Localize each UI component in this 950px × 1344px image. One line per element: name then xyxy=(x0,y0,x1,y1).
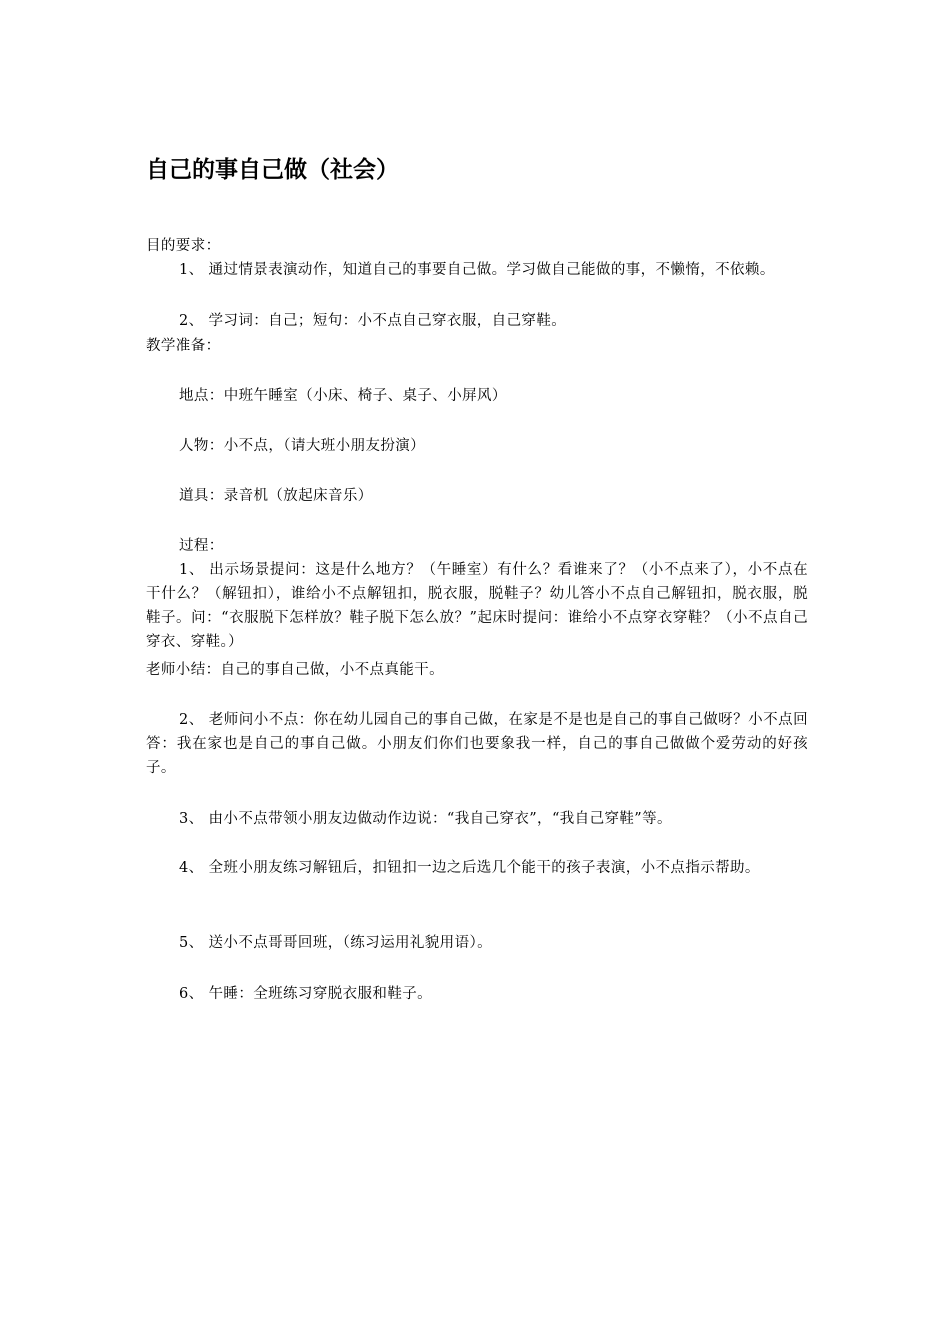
process-step-6: 6、 午睡：全班练习穿脱衣服和鞋子。 xyxy=(179,986,433,1002)
prep-characters: 人物：小不点，（请大班小朋友扮演） xyxy=(179,438,426,454)
teacher-summary: 老师小结：自己的事自己做，小不点真能干。 xyxy=(146,662,444,678)
prep-props: 道具：录音机（放起床音乐） xyxy=(179,488,373,504)
prep-heading: 教学准备： xyxy=(146,338,221,354)
prep-location: 地点：中班午睡室（小床、椅子、桌子、小屏风） xyxy=(179,388,507,404)
process-step-5: 5、 送小不点哥哥回班，（练习运用礼貌用语）。 xyxy=(179,935,493,951)
process-step-3: 3、 由小不点带领小朋友边做动作边说：“我自己穿衣”，“我自己穿鞋”等。 xyxy=(179,811,672,827)
goal-item-1: 1、 通过情景表演动作，知道自己的事要自己做。学习做自己能做的事，不懒惰，不依赖。 xyxy=(179,262,775,278)
goals-heading: 目的要求： xyxy=(146,238,221,254)
process-step-2: 2、 老师问小不点：你在幼儿园自己的事自己做，在家是不是也是自己的事自己做呀？小不点回答：我在家也是自己的事自己做。小朋友们你们也要象我一样，自己的事自己做做个爱劳动的好孩子。 xyxy=(146,712,808,776)
process-step-4: 4、 全班小朋友练习解钮后，扣钮扣一边之后选几个能干的孩子表演，小不点指示帮助。 xyxy=(179,860,760,876)
process-step-1: 1、 出示场景提问：这是什么地方？（午睡室）有什么？看谁来了？（小不点来了），小不点在干什么？（解钮扣），谁给小不点解钮扣，脱衣服，脱鞋子？幼儿答小不点自己解钮扣，脱衣服，脱鞋子。问：“衣服脱下怎样放？鞋子脱下怎么放？”起床时提问：谁给小不点穿衣穿鞋？（小不点自己穿衣、穿鞋。） xyxy=(146,562,808,650)
goal-item-2: 2、 学习词：自己；短句：小不点自己穿衣服，自己穿鞋。 xyxy=(179,313,567,329)
process-heading: 过程： xyxy=(179,538,224,554)
document-title: 自己的事自己做（社会） xyxy=(146,157,399,183)
